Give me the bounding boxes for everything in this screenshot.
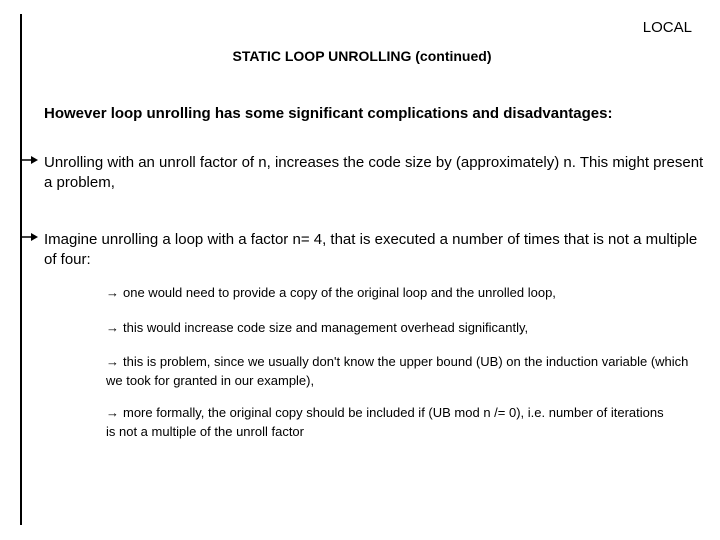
arrow-bullet-icon: [20, 232, 38, 242]
sub-item-text: one would need to provide a copy of the original loop and the unrolled loop,: [123, 285, 556, 300]
arrow-bullet-icon: [20, 155, 38, 165]
intro-text: However loop unrolling has some significant complications and disadvantages:: [44, 105, 613, 122]
section-tag: LOCAL: [642, 19, 692, 36]
sub-item-copy: [106, 283, 706, 302]
sub-item-text: this would increase code size and management overhead significantly,: [123, 320, 529, 335]
sub-item-overhead: [106, 318, 706, 337]
right-arrow-icon: →: [106, 354, 119, 369]
sub-item-text: more formally, the original copy should be included if (UB mod n /= 0), i.e. number of iterations is not a multiple of the unroll factor: [106, 405, 664, 439]
sub-item-upper-bound: [106, 352, 706, 390]
bullet-code-size: Unrolling with an unroll factor of n, increases the code size by (approximately) n. This might present a problem,: [44, 154, 704, 191]
bullet-unroll-factor: Imagine unrolling a loop with a factor n= 4, that is executed a number of times that is not a multiple of four:: [44, 231, 698, 268]
sub-item-formal: [106, 403, 666, 441]
right-arrow-icon: →: [106, 405, 119, 420]
right-arrow-icon: →: [106, 320, 119, 335]
left-margin-line: [20, 14, 22, 525]
slide-title: STATIC LOOP UNROLLING (continued): [232, 48, 492, 64]
sub-item-text: this is problem, since we usually don't know the upper bound (UB) on the induction variable (which we took for granted in our example),: [106, 354, 689, 388]
right-arrow-icon: →: [106, 285, 119, 300]
